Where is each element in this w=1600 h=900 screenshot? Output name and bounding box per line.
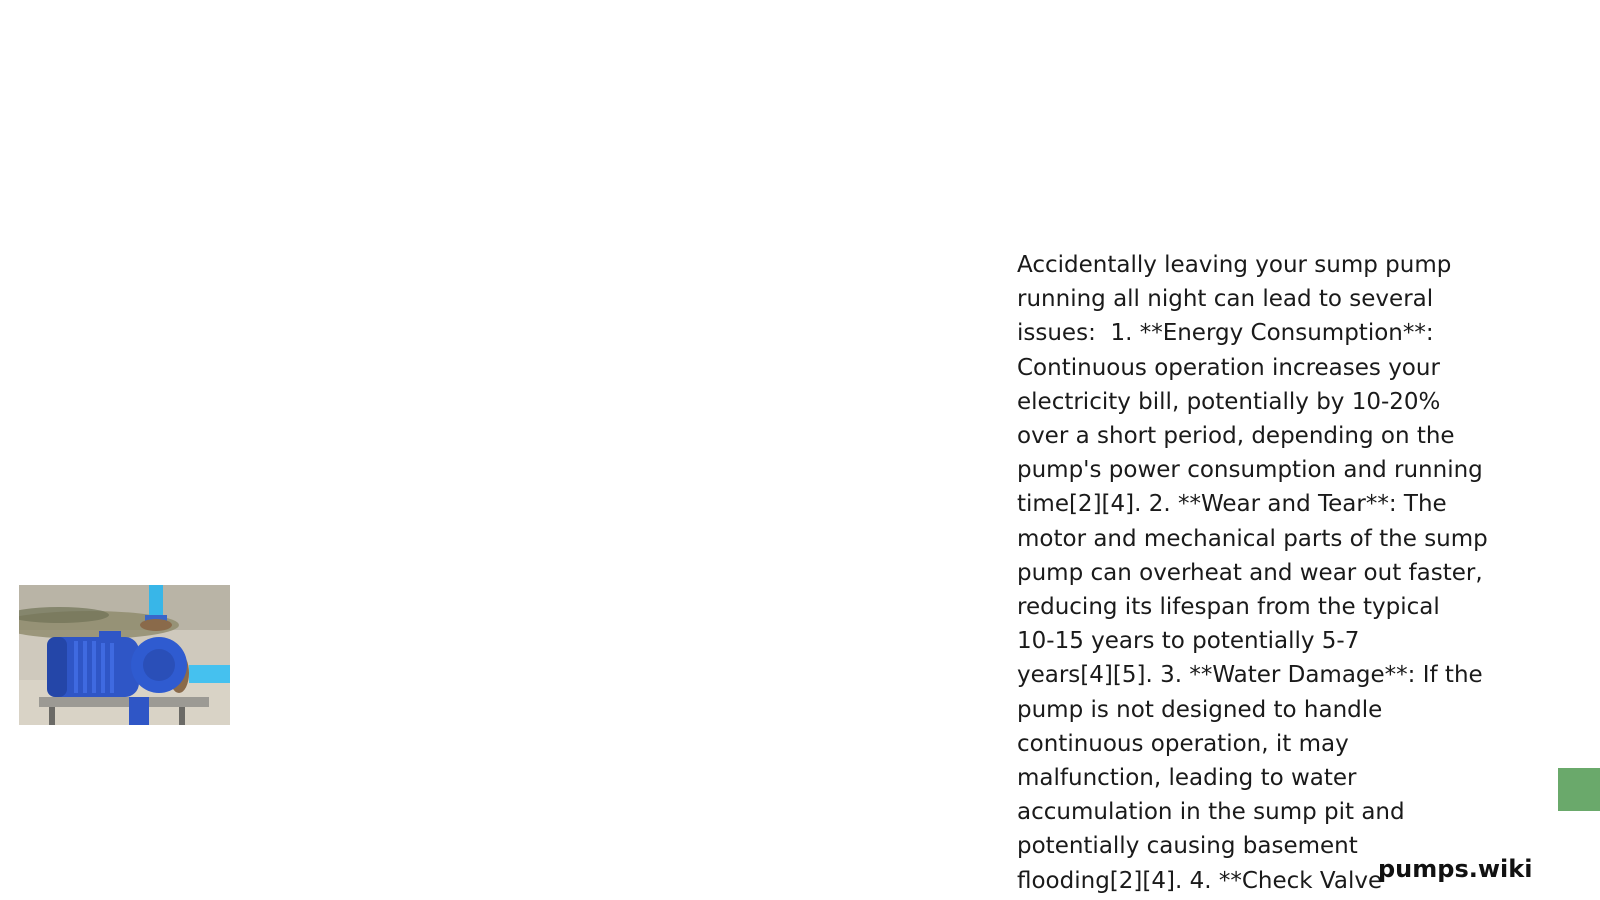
pump-photo [19, 585, 230, 725]
accent-block [1558, 768, 1600, 811]
site-brand-label: pumps.wiki [1378, 855, 1533, 883]
pump-illustration [19, 585, 230, 725]
article-body-text: Accidentally leaving your sump pump running all night can lead to several issues: 1. **Energy Consumption**: Continuous operation increases your electricity bill, potentially by 10-20% over a short period, depending on the pump's power consumption and running time[2][4]. 2. **Wear and Tear**: The motor and mechanical parts of the sump pump can overheat and wear out faster, reducing its lifespan from the typical 10-15 years to potentially 5-7 years[4][5]. 3. **Water Damage**: If the pump is not designed to handle continuous operation, it may malfunction, leading to water accumulation in the sump pit and potentially causing basement flooding[2][4]. 4. **Check Valve [1017, 252, 1488, 894]
